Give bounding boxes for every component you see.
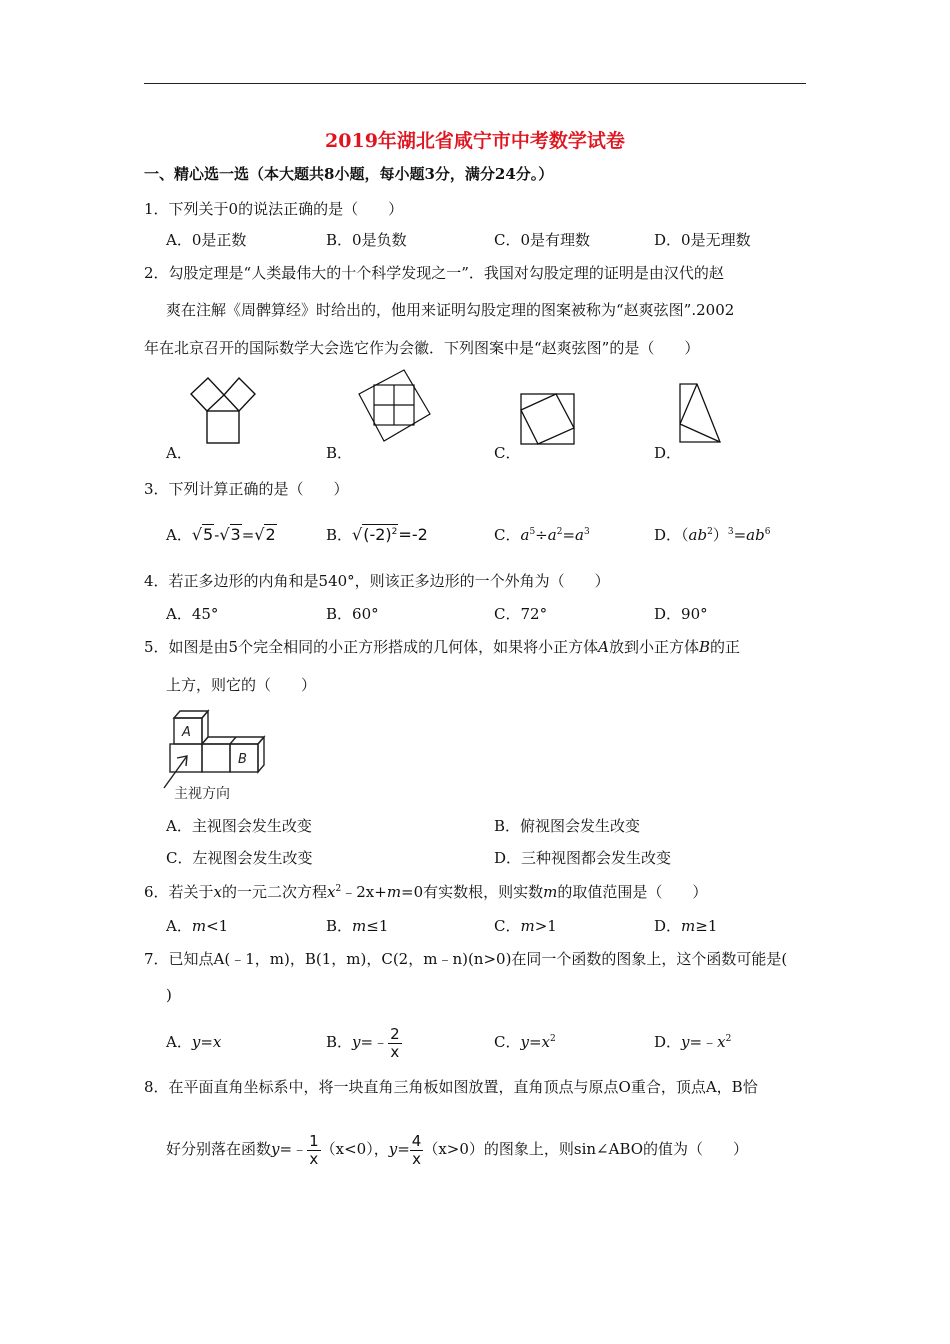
question-5-option-b: B．俯视图会发生改变 xyxy=(494,817,641,835)
figure-2d xyxy=(676,380,726,446)
figure-2a xyxy=(188,374,258,446)
question-4-option-c: C．72° xyxy=(494,605,548,623)
question-2-line-1: 2．勾股定理是“人类最伟大的十个科学发现之一”．我国对勾股定理的证明是由汉代的赵 xyxy=(144,264,724,282)
question-6-option-b: B．m≤1 xyxy=(326,917,389,935)
question-3-option-b: B．$√(-2)^2=-2$ xyxy=(326,525,428,544)
question-1-option-c: C．0是有理数 xyxy=(494,231,591,249)
question-6-stem: 6．若关于x的一元二次方程$x^2﹣2x+m=0$有实数根，则实数m的取值范围是（ ） xyxy=(144,883,708,901)
question-5-option-d: D．三种视图都会发生改变 xyxy=(494,849,672,867)
question-4-option-d: D．90° xyxy=(654,605,708,623)
question-8-line-2: 好分别落在函数y=﹣ $\frac{1}{x}$ （x<0），y= $\frac{4}{x}$ （x>0）的图象上，则sin∠ABO的值为（ ） xyxy=(166,1131,749,1168)
question-7-option-b: B．y=﹣ $\frac{2}{x}$ xyxy=(326,1024,400,1061)
question-7-line-2: ) xyxy=(166,986,172,1004)
question-3-option-c: C．$a^5\div a^2=a^3$ xyxy=(494,526,590,544)
fraction: $\frac{1}{x}$ xyxy=(309,1131,319,1168)
fraction: $\frac{4}{x}$ xyxy=(411,1131,422,1168)
question-3-option-d: D．$(ab^2)^3=ab^6$ xyxy=(654,526,771,544)
question-7-option-c: C．$y=x^2$ xyxy=(494,1033,556,1051)
question-7-option-a: A．y=x xyxy=(166,1033,222,1051)
question-7-option-d: D．$y=﹣x^2$ xyxy=(654,1033,732,1051)
figure-2b-label: B． xyxy=(326,444,353,462)
question-2-line-3: 年在北京召开的国际数学大会选它作为会徽．下列图案中是“赵爽弦图”的是（ ） xyxy=(144,339,700,357)
question-6-option-c: C．m>1 xyxy=(494,917,557,935)
question-1-stem: 1．下列关于0的说法正确的是（ ） xyxy=(144,200,404,218)
question-1-option-d: D．0是无理数 xyxy=(654,231,751,249)
fraction: $\frac{2}{x}$ xyxy=(390,1024,400,1061)
question-4-stem: 4．若正多边形的内角和是540°，则该正多边形的一个外角为（ ） xyxy=(144,572,610,590)
question-6-option-a: A．m<1 xyxy=(166,917,229,935)
question-4-option-b: B．60° xyxy=(326,605,379,623)
question-7-line-1: 7．已知点A(﹣1，m)，B(1，m)，C(2，m﹣n)(n>0)在同一个函数的图象上，这个函数可能是( xyxy=(144,950,788,968)
question-3-option-a: A．√5-√3=√2 xyxy=(166,525,276,544)
figure-2d-label: D． xyxy=(654,444,682,462)
question-1-option-b: B．0是负数 xyxy=(326,231,407,249)
question-1-option-a: A．0是正数 xyxy=(166,231,247,249)
header-rule xyxy=(144,83,806,84)
figure-2b xyxy=(354,366,434,444)
figure-5-cubes xyxy=(160,706,272,802)
figure-5-label-a: A xyxy=(182,725,191,740)
question-5-option-c: C．左视图会发生改变 xyxy=(166,849,313,867)
figure-2c-label: C． xyxy=(494,444,521,462)
question-5-option-a: A．主视图会发生改变 xyxy=(166,817,312,835)
question-5-line-1: 5．如图是由5个完全相同的小正方形搭成的几何体，如果将小正方体A放到小正方体B的正 xyxy=(144,638,740,656)
page-title: 2019年湖北省咸宁市中考数学试卷 xyxy=(325,130,625,152)
figure-2a-label: A． xyxy=(166,444,192,462)
question-2-line-2: 爽在注解《周髀算经》时给出的，他用来证明勾股定理的图案被称为“赵爽弦图”.2002 xyxy=(166,301,735,319)
figure-2c xyxy=(518,392,578,446)
question-5-line-2: 上方，则它的（ ） xyxy=(166,676,317,694)
question-3-stem: 3．下列计算正确的是（ ） xyxy=(144,480,349,498)
figure-5-caption: 主视方向 xyxy=(174,786,230,802)
question-6-option-d: D．m≥1 xyxy=(654,917,718,935)
question-4-option-a: A．45° xyxy=(166,605,219,623)
section-heading: 一、精心选一选（本大题共8小题，每小题3分，满分24分。） xyxy=(144,165,554,183)
figure-5-label-b: B xyxy=(238,752,247,767)
question-8-line-1: 8．在平面直角坐标系中，将一块直角三角板如图放置，直角顶点与原点O重合，顶点A，B恰 xyxy=(144,1078,758,1096)
